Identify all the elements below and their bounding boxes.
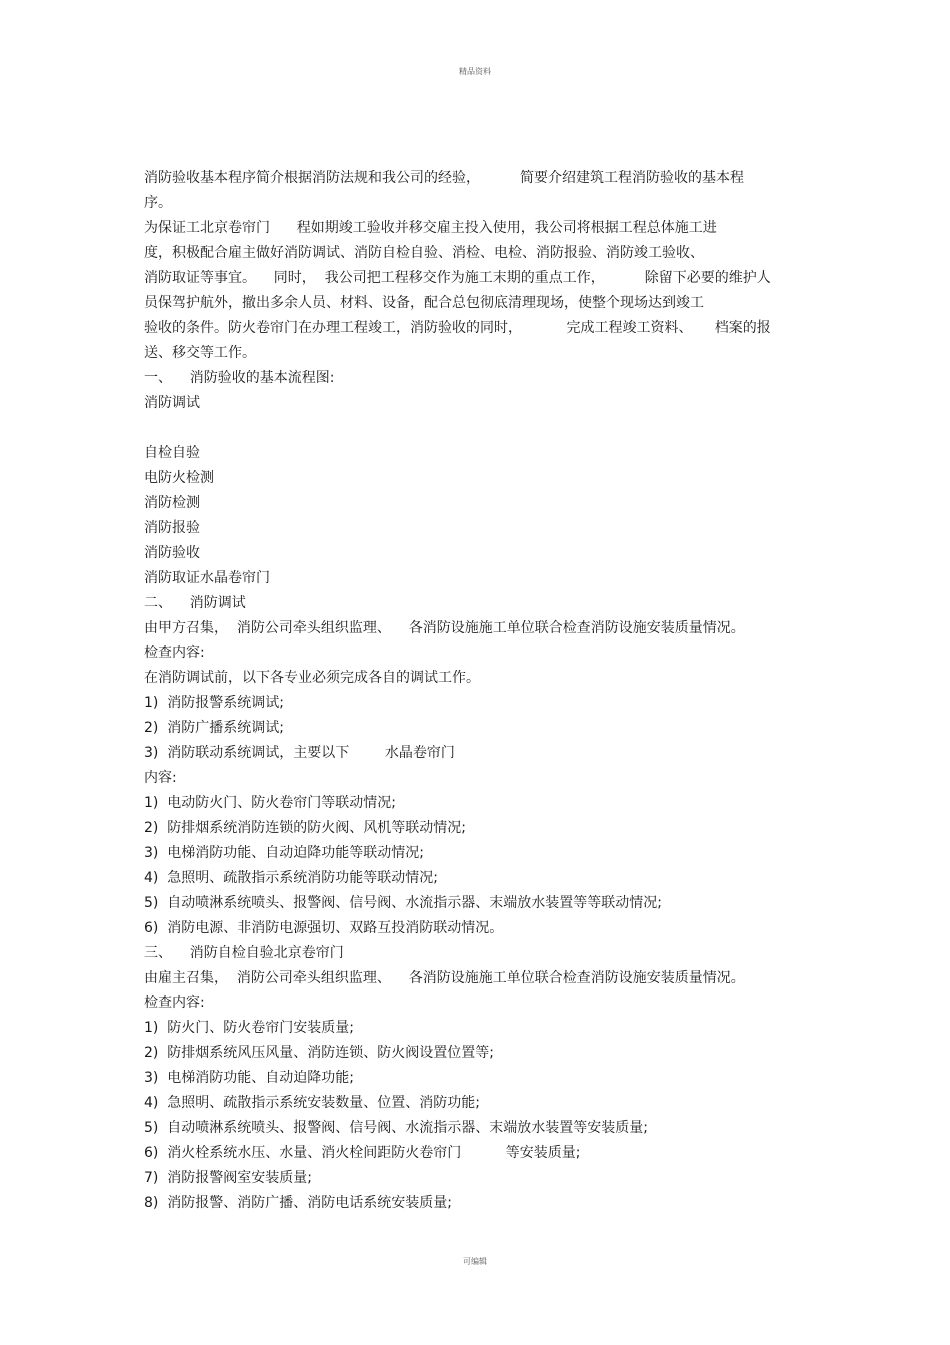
body-line: 由雇主召集， 消防公司牵头组织监理、 各消防设施施工单位联合检查消防设施安装质量情况。	[144, 970, 745, 986]
flow-step: 电防火检测	[144, 470, 214, 486]
list-item: 1) 电动防火门、防火卷帘门等联动情况;	[144, 795, 396, 811]
flow-step: 自检自验	[144, 445, 200, 461]
body-line: 由甲方召集， 消防公司牵头组织监理、 各消防设施施工单位联合检查消防设施安装质量情况。	[144, 620, 745, 636]
body-line: 检查内容:	[144, 645, 205, 661]
list-item: 7) 消防报警阀室安装质量;	[144, 1170, 312, 1186]
intro-line: 度，积极配合雇主做好消防调试、消防自检自验、消检、电检、消防报验、消防竣工验收、	[144, 245, 704, 261]
flow-step: 消防取证水晶卷帘门	[144, 570, 270, 586]
list-item: 8) 消防报警、消防广播、消防电话系统安装质量;	[144, 1195, 452, 1211]
section-heading: 二、 消防调试	[144, 595, 246, 611]
list-item: 1) 消防报警系统调试;	[144, 695, 284, 711]
page-header: 精品资料	[459, 67, 491, 76]
body-line: 内容:	[144, 770, 177, 786]
document-body	[144, 166, 814, 1216]
flow-step: 消防报验	[144, 520, 200, 536]
flow-step: 消防验收	[144, 545, 200, 561]
flow-step: 消防检测	[144, 495, 200, 511]
section-heading: 一、 消防验收的基本流程图:	[144, 370, 335, 386]
intro-line: 消防取证等事宜。 同时， 我公司把工程移交作为施工末期的重点工作， 除留下必要的维护人	[144, 270, 771, 286]
intro-line: 序。	[144, 195, 172, 211]
flow-step: 消防调试	[144, 395, 200, 411]
list-item: 2) 消防广播系统调试;	[144, 720, 284, 736]
intro-line: 员保驾护航外，撤出多余人员、材料、设备，配合总包彻底清理现场，使整个现场达到竣工	[144, 295, 704, 311]
list-item: 4) 急照明、疏散指示系统消防功能等联动情况;	[144, 870, 438, 886]
list-item: 6) 消防电源、非消防电源强切、双路互投消防联动情况。	[144, 920, 504, 936]
body-line: 检查内容:	[144, 995, 205, 1011]
intro-line: 送、移交等工作。	[144, 345, 256, 361]
section-heading: 三、 消防自检自验北京卷帘门	[144, 945, 344, 961]
intro-line: 验收的条件。防火卷帘门在办理工程竣工，消防验收的同时， 完成工程竣工资料、 档案的报	[144, 320, 771, 336]
list-item: 3) 电梯消防功能、自动迫降功能;	[144, 1070, 354, 1086]
intro-line: 消防验收基本程序简介根据消防法规和我公司的经验， 简要介绍建筑工程消防验收的基本程	[144, 170, 745, 186]
list-item: 5) 自动喷淋系统喷头、报警阀、信号阀、水流指示器、末端放水装置等安装质量;	[144, 1120, 648, 1136]
body-line: 在消防调试前，以下各专业必须完成各自的调试工作。	[144, 670, 480, 686]
blank-line	[144, 416, 814, 441]
list-item: 3) 消防联动系统调试，主要以下 水晶卷帘门	[144, 745, 455, 761]
list-item: 6) 消火栓系统水压、水量、消火栓间距防火卷帘门 等安装质量;	[144, 1145, 581, 1161]
list-item: 5) 自动喷淋系统喷头、报警阀、信号阀、水流指示器、末端放水装置等等联动情况;	[144, 895, 662, 911]
list-item: 2) 防排烟系统风压风量、消防连锁、防火阀设置位置等;	[144, 1045, 494, 1061]
page-footer: 可编辑	[463, 1257, 487, 1266]
list-item: 1) 防火门、防火卷帘门安装质量;	[144, 1020, 354, 1036]
intro-line: 为保证工北京卷帘门 程如期竣工验收并移交雇主投入使用，我公司将根据工程总体施工进	[144, 220, 717, 236]
list-item: 2) 防排烟系统消防连锁的防火阀、风机等联动情况;	[144, 820, 466, 836]
list-item: 3) 电梯消防功能、自动迫降功能等联动情况;	[144, 845, 424, 861]
list-item: 4) 急照明、疏散指示系统安装数量、位置、消防功能;	[144, 1095, 480, 1111]
